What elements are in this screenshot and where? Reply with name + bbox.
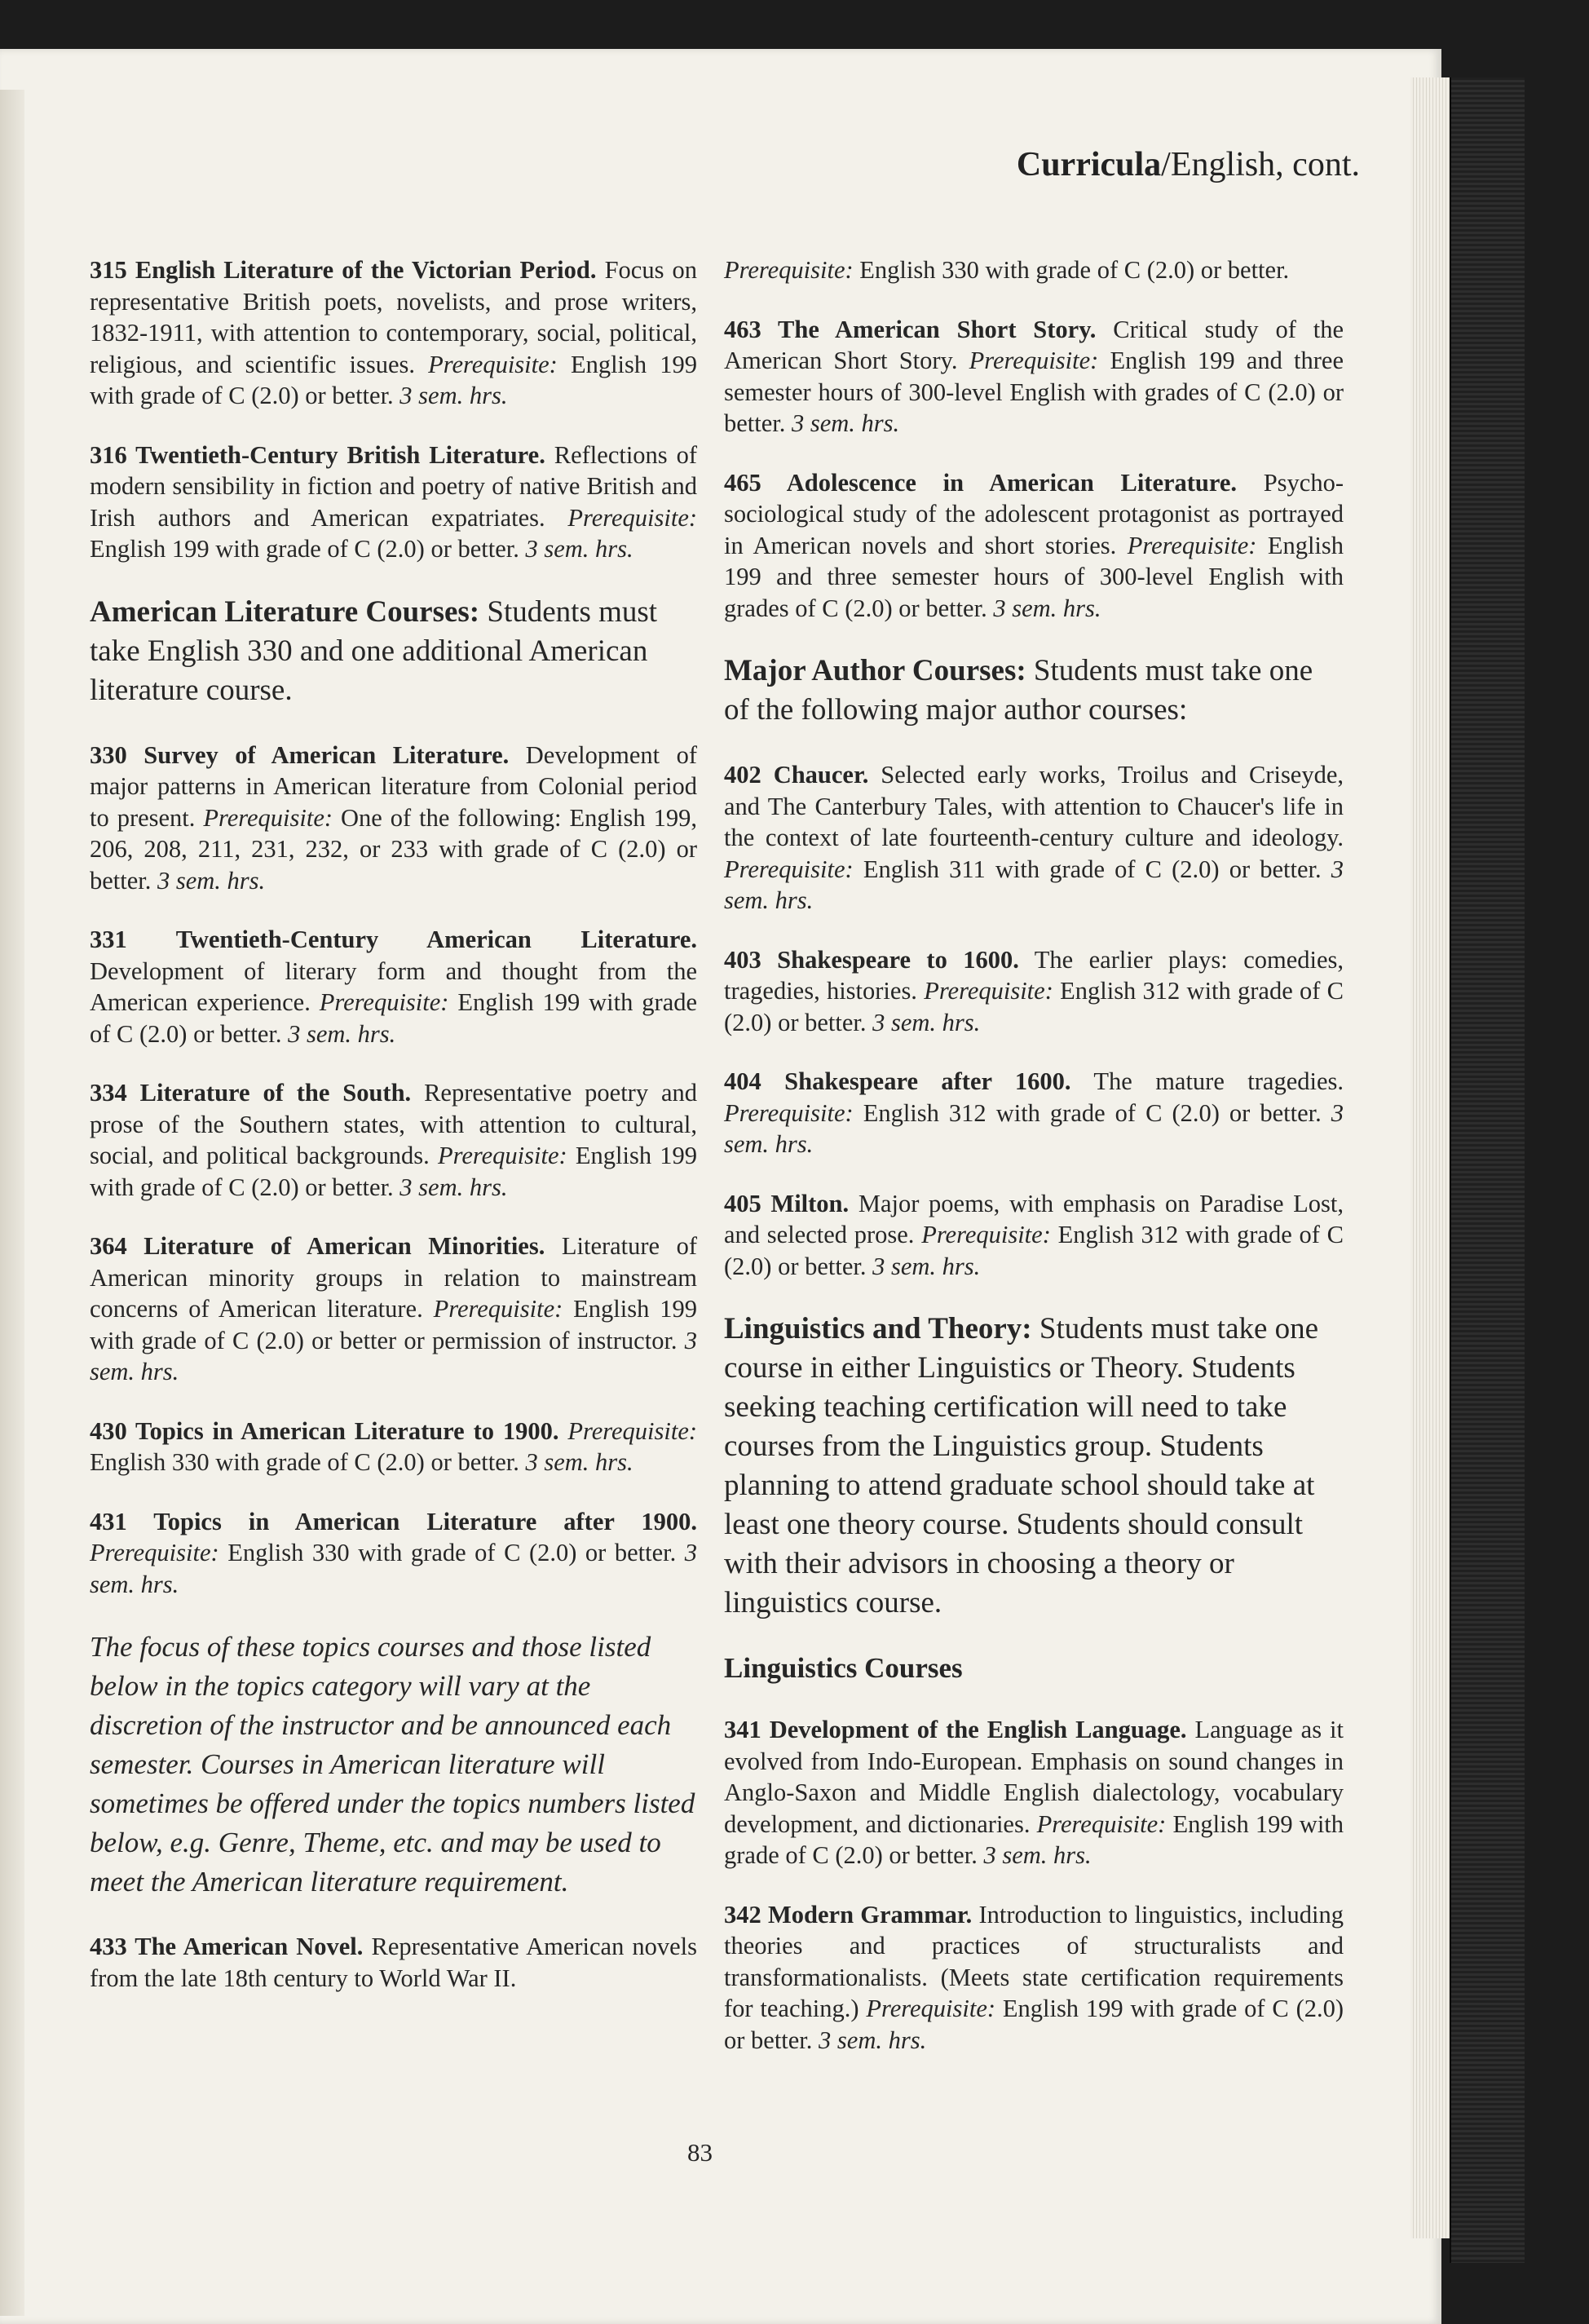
prerequisite-text: One of the following: English 199, 206, 208, 211, 231, 232, or 233 with grade of C (2.0) or better. bbox=[90, 803, 697, 895]
course-entry bbox=[724, 467, 1344, 625]
course-description: Focus on representative British poets, novelists, and prose writers, 1832-1911, with attention to contemporary, social, political, religious, and scientific issues. bbox=[90, 256, 698, 378]
course-title: 433 The American Novel. bbox=[90, 1933, 364, 1960]
course-title: 431 Topics in American Literature after 1900. bbox=[90, 1507, 697, 1535]
semester-hours: 3 sem. hrs. bbox=[157, 866, 266, 895]
course-title: 465 Adolescence in American Literature. bbox=[724, 468, 1238, 497]
course-description: Development of literary form and thought from the American experience. bbox=[90, 957, 697, 1016]
course-title: 402 Chaucer. bbox=[724, 761, 869, 789]
course-description: Language as it evolved from Indo-European. Emphasis on sound changes in Anglo-Saxon and Middle English dialectology, vocabulary development, and dictionaries. bbox=[724, 1716, 1344, 1838]
gutter-shadow bbox=[0, 90, 24, 2316]
right-column bbox=[724, 254, 1344, 2083]
requirement-title: Major Author Courses: bbox=[724, 654, 1026, 687]
prerequisite-label: Prerequisite: bbox=[90, 1539, 219, 1566]
semester-hours: 3 sem. hrs. bbox=[819, 2026, 927, 2054]
prerequisite-label: Prerequisite: bbox=[203, 803, 333, 832]
prerequisite-label: Prerequisite: bbox=[567, 503, 698, 532]
course-description: Development of major patterns in American literature from Colonial period to present. bbox=[90, 740, 697, 832]
course-description: Major poems, with emphasis on Paradise Lost, and selected prose. bbox=[724, 1189, 1344, 1248]
prerequisite-label: Prerequisite: bbox=[724, 1098, 854, 1127]
course-entry bbox=[90, 1416, 697, 1478]
semester-hours: 3 sem. hrs. bbox=[724, 855, 1344, 914]
course-title: 404 Shakespeare after 1600. bbox=[724, 1067, 1071, 1095]
course-title: 316 Twentieth-Century British Literature. bbox=[90, 440, 545, 469]
course-description: Representative poetry and prose of the Southern states, with attention to cultural, social, and political backgrounds. bbox=[90, 1079, 697, 1169]
semester-hours: 3 sem. hrs. bbox=[724, 1098, 1344, 1158]
requirement-heading bbox=[724, 652, 1344, 730]
prerequisite-label: Prerequisite: bbox=[1127, 531, 1257, 559]
prerequisite-text: English 312 with grade of C (2.0) or better. bbox=[863, 1098, 1322, 1127]
prerequisite-text: English 199 and three semester hours of 300-level English with grades of C (2.0) or better. bbox=[724, 347, 1344, 437]
prerequisite-text: English 199 with grade of C (2.0) or better. bbox=[90, 535, 519, 563]
course-description: Literature of American minority groups in relation to mainstream concerns of American literature. bbox=[90, 1232, 698, 1323]
course-entry bbox=[90, 1230, 697, 1388]
course-title: 463 The American Short Story. bbox=[724, 315, 1097, 343]
course-title: 342 Modern Grammar. bbox=[724, 1900, 973, 1929]
prerequisite-label: Prerequisite: bbox=[433, 1295, 563, 1323]
semester-hours: 3 sem. hrs. bbox=[872, 1008, 981, 1036]
book-cover bbox=[1450, 77, 1525, 2263]
semester-hours: 3 sem. hrs. bbox=[399, 382, 508, 409]
prerequisite-label: Prerequisite: bbox=[921, 1221, 1051, 1248]
left-column bbox=[90, 254, 697, 2021]
course-title: 364 Literature of American Minorities. bbox=[90, 1232, 545, 1260]
requirement-title: Linguistics and Theory: bbox=[724, 1312, 1032, 1345]
prerequisite-label: Prerequisite: bbox=[724, 855, 854, 883]
semester-hours: 3 sem. hrs. bbox=[792, 409, 900, 437]
requirement-heading bbox=[90, 593, 697, 710]
course-title: 330 Survey of American Literature. bbox=[90, 740, 510, 769]
course-entry bbox=[724, 1899, 1344, 2057]
prerequisite-text: English 330 with grade of C (2.0) or better. bbox=[227, 1539, 677, 1566]
requirement-text: Students must take one course in either Linguistics or Theory. Students seeking teaching certification will need to take courses from the Linguistics group. Students planning to attend graduate school should take at least one theory course. Students should consult with their advisors in choosing a theory or linguistics course. bbox=[724, 1312, 1319, 1619]
course-entry bbox=[724, 944, 1344, 1039]
course-title: 331 Twentieth-Century American Literature. bbox=[90, 926, 697, 953]
course-title: 403 Shakespeare to 1600. bbox=[724, 945, 1019, 974]
prerequisite-text: English 199 with grade of C (2.0) or better. bbox=[90, 1142, 698, 1201]
course-entry bbox=[90, 924, 697, 1049]
course-description: Psycho-sociological study of the adolescent protagonist as portrayed in American novels and short stories. bbox=[724, 468, 1344, 559]
course-description: Critical study of the American Short Story. bbox=[724, 315, 1344, 374]
topics-note: The focus of these topics courses and those listed below in the topics category will vary at the discretion of the instructor and be announced each semester. Courses in American literature will sometimes be offered under the topics numbers listed below, e.g. Genre, Theme, etc. and may be used to meet the American literature requirement. bbox=[90, 1631, 695, 1898]
running-head-bold: Curricula bbox=[1016, 146, 1162, 183]
course-title: 315 English Literature of the Victorian Period. bbox=[90, 256, 597, 284]
semester-hours: 3 sem. hrs. bbox=[525, 535, 633, 563]
prerequisite-text: English 199 with grade of C (2.0) or better or permission of instructor. bbox=[90, 1295, 698, 1354]
semester-hours: 3 sem. hrs. bbox=[993, 594, 1101, 622]
requirement-text: Students must take English 330 and one additional American literature course. bbox=[90, 594, 658, 707]
prerequisite-label: Prerequisite: bbox=[567, 1416, 698, 1445]
semester-hours: 3 sem. hrs. bbox=[525, 1448, 633, 1476]
course-description: The earlier plays: comedies, tragedies, histories. bbox=[724, 945, 1344, 1005]
semester-hours: 3 sem. hrs. bbox=[399, 1173, 508, 1201]
course-entry bbox=[90, 1506, 697, 1601]
prerequisite-text: English 311 with grade of C (2.0) or better. bbox=[863, 855, 1322, 883]
course-title: 430 Topics in American Literature to 1900. bbox=[90, 1416, 559, 1445]
requirement-title: American Literature Courses: bbox=[90, 594, 480, 629]
prerequisite-label: Prerequisite: bbox=[724, 256, 854, 284]
course-entry bbox=[724, 314, 1344, 440]
course-description: Selected early works, Troilus and Criseyde, and The Canterbury Tales, with attention to Chaucer's life in the context of late fourteenth-century culture and ideology. bbox=[724, 761, 1344, 851]
course-title: 334 Literature of the South. bbox=[90, 1079, 412, 1107]
running-head bbox=[1017, 145, 1360, 184]
prerequisite-text: English 312 with grade of C (2.0) or better. bbox=[724, 1221, 1344, 1280]
course-entry bbox=[724, 254, 1344, 286]
prerequisite-label: Prerequisite: bbox=[1036, 1809, 1167, 1838]
course-entry bbox=[90, 254, 697, 412]
course-entry bbox=[90, 1931, 697, 1994]
course-entry bbox=[90, 1077, 697, 1203]
course-description: Representative American novels from the late 18th century to World War II. bbox=[90, 1933, 698, 1992]
requirement-heading bbox=[724, 1310, 1344, 1623]
course-entry bbox=[724, 1066, 1344, 1160]
prerequisite-label: Prerequisite: bbox=[319, 988, 449, 1016]
course-entry bbox=[724, 759, 1344, 917]
prerequisite-label: Prerequisite: bbox=[969, 347, 1099, 374]
prerequisite-text: English 312 with grade of C (2.0) or better. bbox=[724, 977, 1344, 1036]
subsection-heading: Linguistics Courses bbox=[724, 1652, 963, 1684]
semester-hours: 3 sem. hrs. bbox=[983, 1841, 1092, 1869]
semester-hours: 3 sem. hrs. bbox=[90, 1326, 698, 1385]
prerequisite-text: English 330 with grade of C (2.0) or better. bbox=[90, 1448, 519, 1476]
prerequisite-label: Prerequisite: bbox=[428, 350, 558, 378]
prerequisite-label: Prerequisite: bbox=[924, 977, 1053, 1005]
page-stack-edge bbox=[1410, 77, 1451, 2238]
prerequisite-text: English 199 with grade of C (2.0) or better. bbox=[90, 988, 698, 1048]
prerequisite-text: English 199 with grade of C (2.0) or better. bbox=[724, 1995, 1344, 2054]
prerequisite-label: Prerequisite: bbox=[866, 1995, 996, 2022]
semester-hours: 3 sem. hrs. bbox=[90, 1539, 698, 1598]
course-description: Introduction to linguistics, including theories and practices of structuralists and transformationalists. (Meets state certification requirements for teaching.) bbox=[724, 1900, 1344, 2022]
prerequisite-text: English 199 with grade of C (2.0) or better. bbox=[90, 350, 698, 409]
semester-hours: 3 sem. hrs. bbox=[872, 1252, 981, 1280]
course-entry bbox=[724, 1188, 1344, 1283]
prerequisite-text: English 330 with grade of C (2.0) or better. bbox=[859, 256, 1290, 284]
prerequisite-text: English 199 with grade of C (2.0) or better. bbox=[724, 1809, 1344, 1869]
semester-hours: 3 sem. hrs. bbox=[288, 1019, 396, 1048]
course-entry bbox=[90, 440, 697, 565]
prerequisite-text: English 199 and three semester hours of 300-level English with grades of C (2.0) or better. bbox=[724, 531, 1344, 622]
page-number: 83 bbox=[687, 2138, 713, 2167]
course-entry bbox=[724, 1714, 1344, 1871]
course-description: The mature tragedies. bbox=[1093, 1067, 1344, 1095]
prerequisite-label: Prerequisite: bbox=[438, 1142, 567, 1169]
course-entry bbox=[90, 740, 697, 897]
running-head-rest: /English, cont. bbox=[1161, 146, 1360, 183]
requirement-text: Students must take one of the following major author courses: bbox=[724, 654, 1313, 727]
course-title: 341 Development of the English Language. bbox=[724, 1716, 1187, 1743]
course-title: 405 Milton. bbox=[724, 1189, 850, 1217]
course-description: Reflections of modern sensibility in fiction and poetry of native British and Irish authors and American expatriates. bbox=[90, 440, 697, 532]
